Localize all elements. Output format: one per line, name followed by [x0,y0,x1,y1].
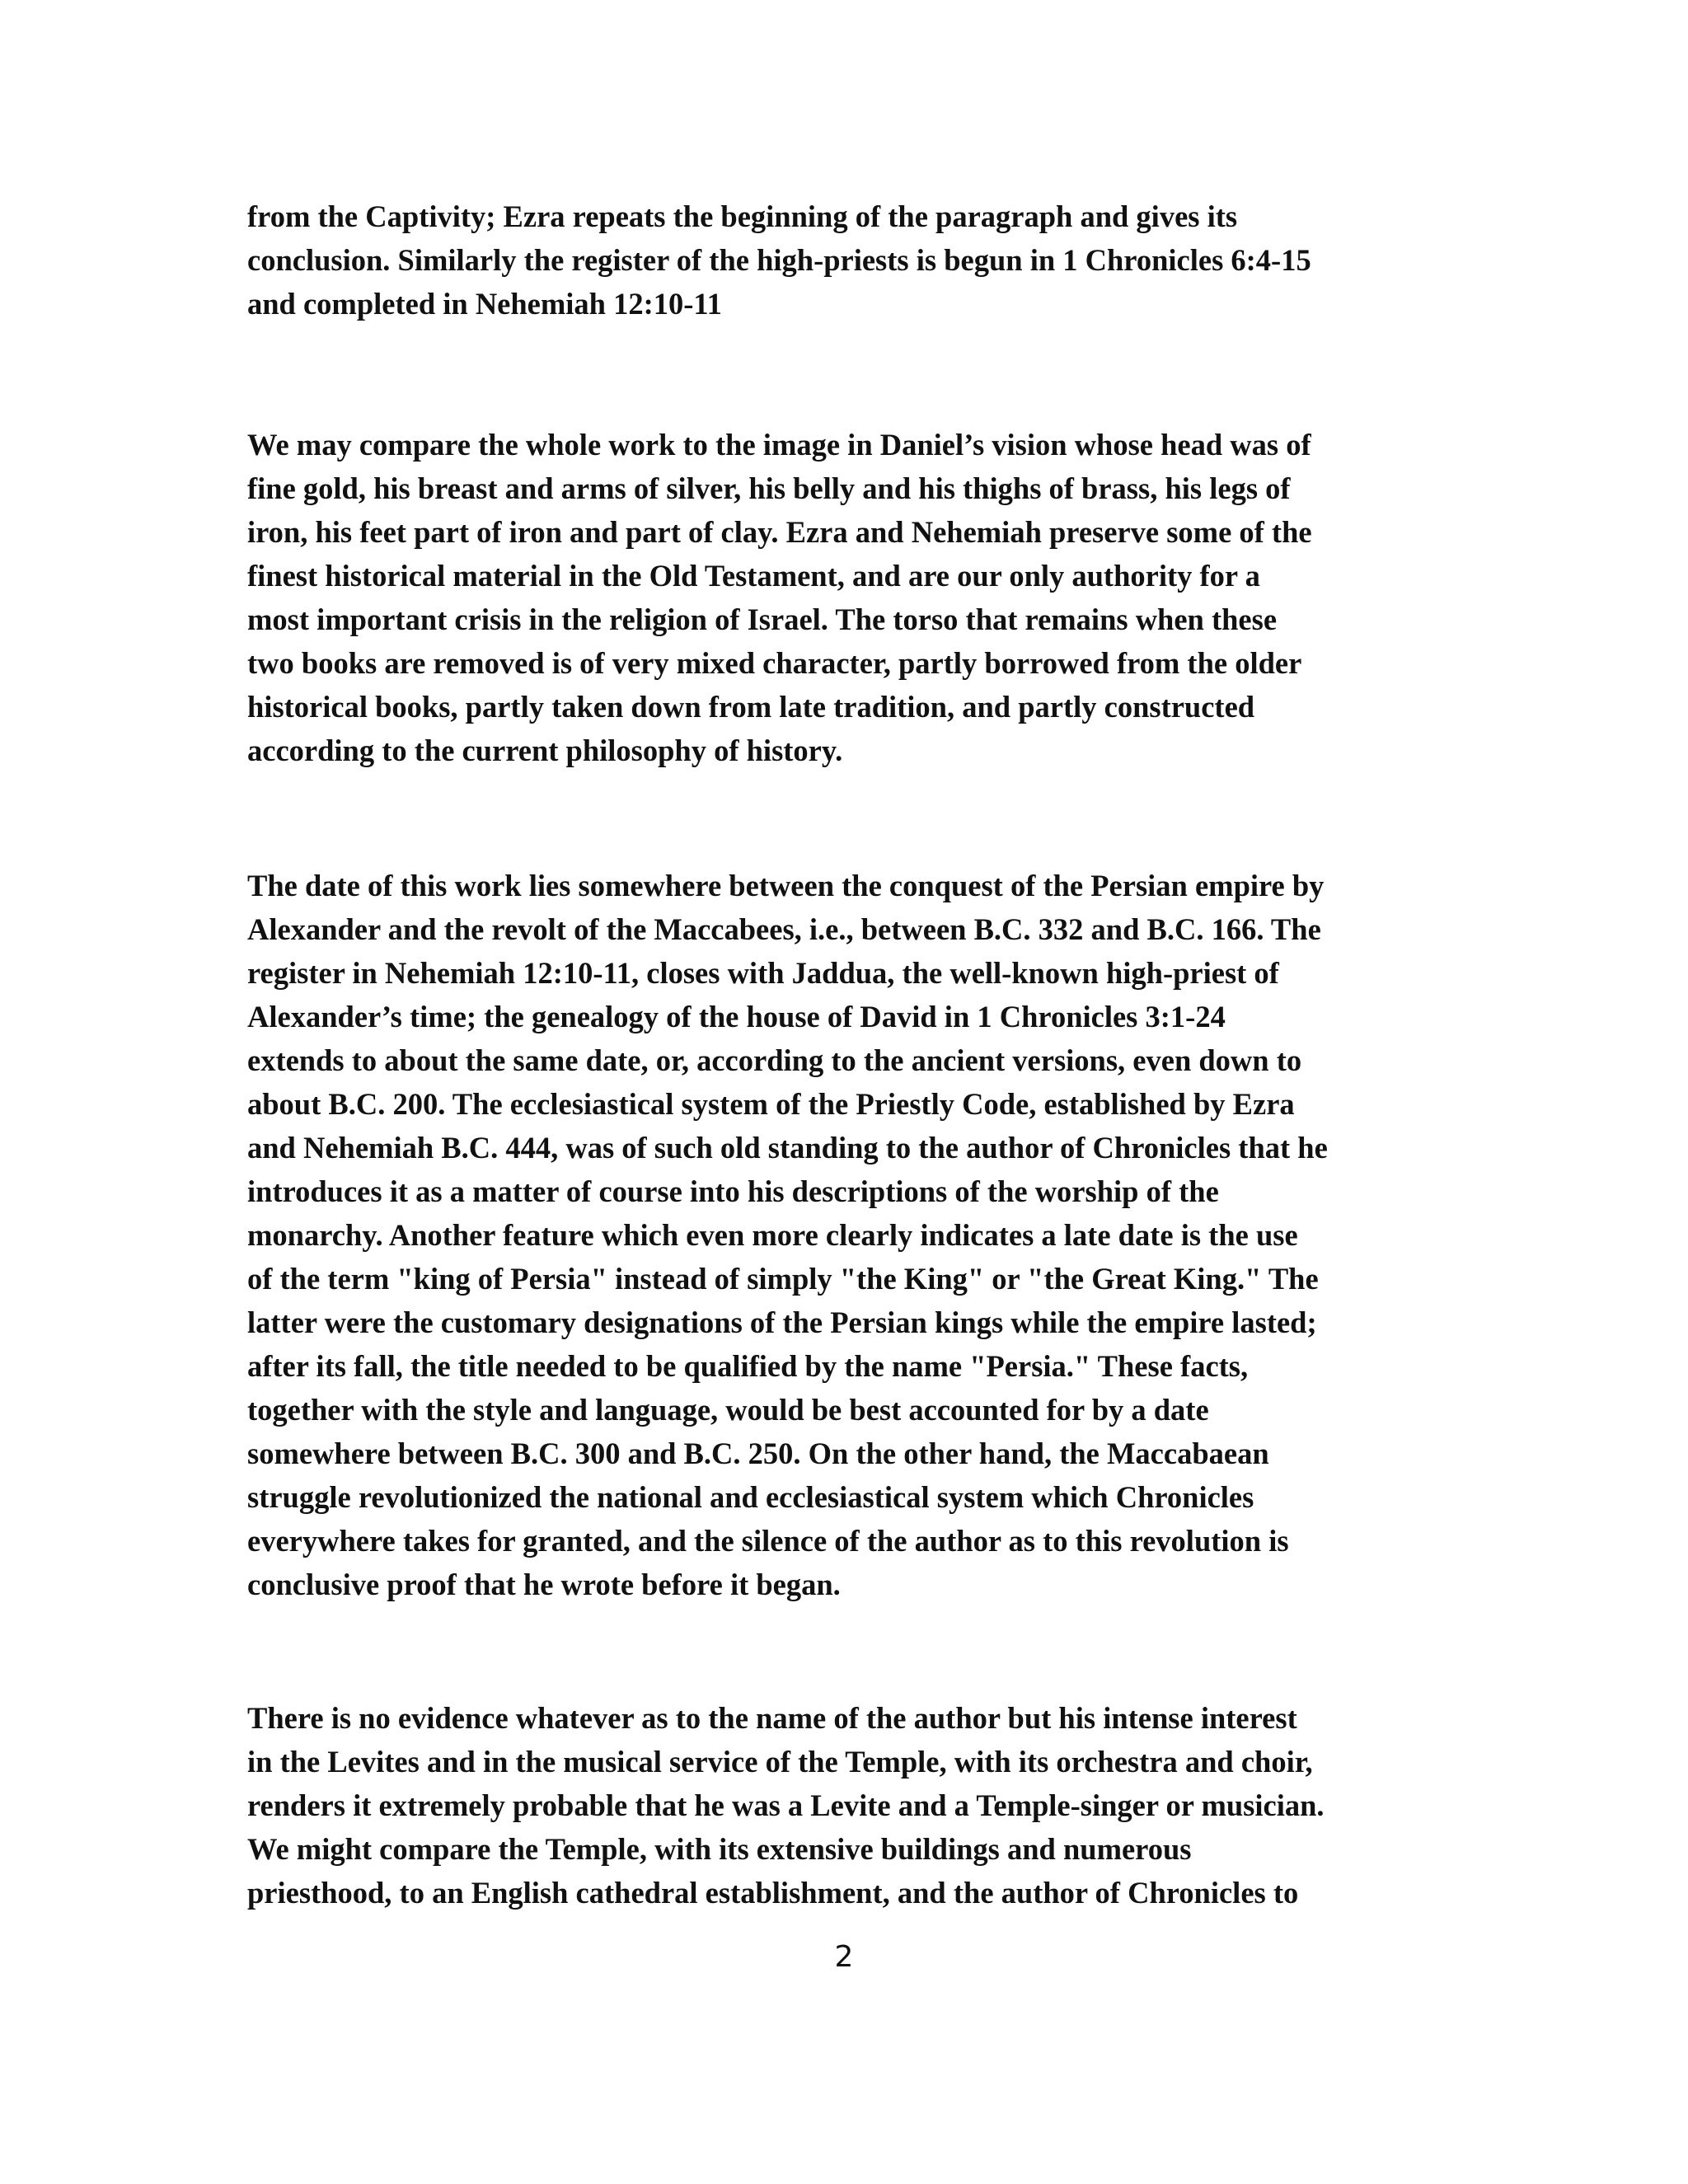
text-line: and completed in Nehemiah 12:10-11 [247,287,722,321]
text-line: according to the current philosophy of history. [247,733,843,767]
text-line: extends to about the same date, or, according to the ancient versions, even down to [247,1043,1302,1077]
paragraph [247,864,1484,1606]
paragraph [247,194,1484,326]
text-line: from the Captivity; Ezra repeats the beginning of the paragraph and gives its [247,199,1238,233]
text-line: renders it extremely probable that he was a Levite and a Temple-singer or musician. [247,1788,1325,1822]
text-line: somewhere between B.C. 300 and B.C. 250. On the other hand, the Maccabaean [247,1436,1269,1470]
text-line: historical books, partly taken down from late tradition, and partly constructed [247,690,1255,724]
text-line: conclusion. Similarly the register of the high-priests is begun in 1 Chronicles 6:4-15 [247,243,1311,277]
text-line: introduces it as a matter of course into his descriptions of the worship of the [247,1174,1219,1208]
text-line: iron, his feet part of iron and part of clay. Ezra and Nehemiah preserve some of the [247,515,1312,549]
text-line: There is no evidence whatever as to the name of the author but his intense interest [247,1701,1297,1735]
text-line: latter were the customary designations of the Persian kings while the empire lasted; [247,1305,1317,1339]
paragraph [247,423,1484,772]
text-line: fine gold, his breast and arms of silver, his belly and his thighs of brass, his legs of [247,471,1291,505]
text-line: register in Nehemiah 12:10-11, closes with Jaddua, the well-known high-priest of [247,956,1279,990]
text-line: everywhere takes for granted, and the silence of the author as to this revolution is [247,1524,1289,1558]
text-line: together with the style and language, would be best accounted for by a date [247,1393,1209,1427]
text-line: and Nehemiah B.C. 444, was of such old standing to the author of Chronicles that he [247,1131,1328,1165]
text-line: two books are removed is of very mixed character, partly borrowed from the older [247,646,1302,680]
text-line: in the Levites and in the musical service of the Temple, with its orchestra and choir, [247,1745,1313,1779]
text-line: priesthood, to an English cathedral establishment, and the author of Chronicles to [247,1876,1299,1910]
text-line: about B.C. 200. The ecclesiastical system of the Priestly Code, established by Ezra [247,1087,1295,1121]
text-line: We may compare the whole work to the image in Daniel’s vision whose head was of [247,428,1311,462]
text-line: of the term "king of Persia" instead of simply "the King" or "the Great King." The [247,1262,1319,1296]
text-line: struggle revolutionized the national and ecclesiastical system which Chronicles [247,1480,1254,1514]
text-line: conclusive proof that he wrote before it began. [247,1568,841,1601]
text-line: Alexander’s time; the genealogy of the house of David in 1 Chronicles 3:1-24 [247,1000,1226,1033]
text-line: We might compare the Temple, with its extensive buildings and numerous [247,1832,1192,1866]
page-number: 2 [834,1940,854,1974]
text-line: The date of this work lies somewhere between the conquest of the Persian empire by [247,869,1325,902]
text-line: finest historical material in the Old Testament, and are our only authority for a [247,559,1260,593]
paragraph [247,1696,1484,1915]
text-line: after its fall, the title needed to be qualified by the name "Persia." These facts, [247,1349,1249,1383]
text-line: most important crisis in the religion of Israel. The torso that remains when these [247,602,1278,636]
text-line: monarchy. Another feature which even more clearly indicates a late date is the use [247,1218,1298,1252]
text-line: Alexander and the revolt of the Maccabees, i.e., between B.C. 332 and B.C. 166. The [247,912,1321,946]
